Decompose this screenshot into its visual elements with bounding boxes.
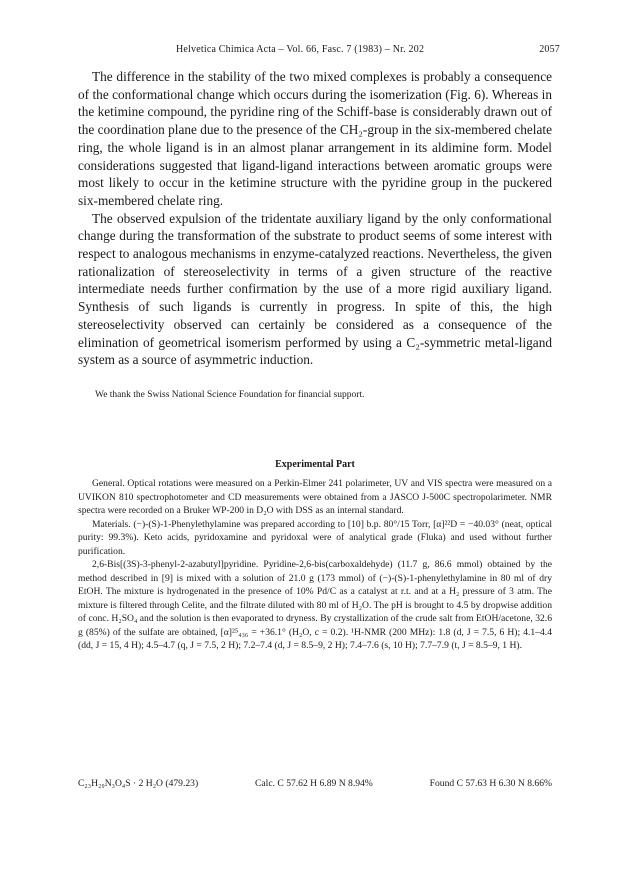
experimental-synthesis: 2,6-Bis[(3S)-3-phenyl-2-azabutyl]pyridine. Pyridine-2,6-bis(carboxaldehyde) (11.7 g, 86.6 mmol) obtained by the method described in [9] is mixed with a solution of 21.0 g (173 mmol) of (−)-(S)-1-phenylethylamine in 80 ml of dry EtOH. The mixture is hydrogenated in the presence of 10% Pd/C as a catalyst at r.t. and at a H₂ pressure of 3 atm. The mixture is filtered through Celite, and the filtrate diluted with 80 ml of H₂O. The pH is brought to 4.5 by dropwise addition of conc. H₂SO₄ and the solution is then evaporated to dryness. By crystallization of the crude salt from EtOH/acetone, 32.6 g (85%) of the sulfate are obtained, [α]²⁵₄₃₆ = +36.1° (H₂O, c = 0.2). ¹H-NMR (200 MHz): 1.8 (d, J = 7.5, 6 H); 4.1–4.4 (dd, J = 15, 4 H); 4.5–4.7 (q, J = 7.5, 2 H); 7.2–7.4 (d, J = 8.5–9, 2 H); 7.4–7.6 (s, 10 H); 7.7–7.9 (t, J = 8.5–9, 1 H). (78, 559, 552, 651)
analysis-found: Found C 57.63 H 6.30 N 8.66% (429, 778, 552, 789)
experimental-materials: Materials. (−)-(S)-1-Phenylethylamine was prepared according to [10] b.p. 80°/15 Torr, [α]²²D = −40.03° (neat, optical purity: 99.3%). Keto acids, pyridoxamine and pyridoxal were of analytical grade (Fluka) and used without further purification. (78, 518, 552, 557)
journal-citation: Helvetica Chimica Acta – Vol. 66, Fasc. 7 (1983) – Nr. 202 (176, 44, 425, 55)
body-paragraph-1: The difference in the stability of the two mixed complexes is probably a consequence of the conformational change which occurs during the isomerization (Fig. 6). Whereas in the ketimine compound, the pyridine ring of the Schiff-base is considerably drawn out of the coordination plane due to the presence of the CH₂-group in the six-membered chelate ring, the whole ligand is in an almost planar arrangement in its aldimine form. Model considerations suggested that ligand-ligand interactions between aromatic groups were most likely to occur in the ketimine structure with the pyridine group in the puckered six-membered chelate ring. (78, 69, 552, 208)
analysis-formula: C₂₃H₂₉N₃O₄S · 2 H₂O (479.23) (78, 778, 199, 789)
section-heading-experimental: Experimental Part (275, 459, 355, 470)
page-number: 2057 (539, 44, 560, 55)
body-paragraph-2: The observed expulsion of the tridentate auxiliary ligand by the only conformational change during the transformation of the substrate to product seems of some interest with respect to analogous mechanisms in enzyme-catalyzed reactions. Nevertheless, the given rationalization of stereoselectivity in terms of a given structure of the reactive intermediate needs further confirmation by the use of a more rigid auxiliary ligand. Synthesis of such ligands is currently in progress. In spite of this, the high stereoselectivity observed can certainly be considered as a consequence of the elimination of geometrical isomerism performed by using a C₂-symmetric metal-ligand system as a source of asymmetric induction. (78, 210, 552, 368)
experimental-text (78, 477, 552, 653)
acknowledgement: We thank the Swiss National Science Foundation for financial support. (95, 390, 365, 400)
discussion-text (78, 68, 552, 369)
analysis-calc: Calc. C 57.62 H 6.89 N 8.94% (255, 778, 373, 789)
experimental-general: General. Optical rotations were measured on a Perkin-Elmer 241 polarimeter, UV and VIS spectra were measured on a UVIKON 810 spectrophotometer and CD measurements were obtained from a JASCO J-500C spectropolarimeter. NMR spectra were recorded on a Bruker WP-200 in D₂O with DSS as an internal standard. (78, 478, 552, 516)
elemental-analysis (78, 777, 552, 790)
